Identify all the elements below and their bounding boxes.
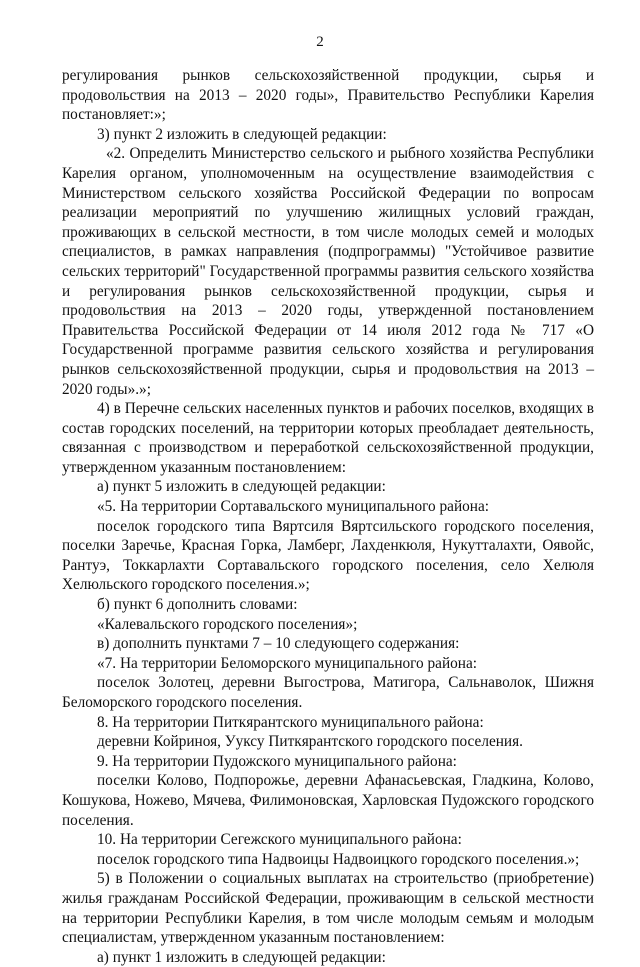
paragraph: поселки Колово, Подпорожье, деревни Афанасьевская, Гладкина, Колово, Кошукова, Ножево, Мячева, Филимоновская, Харловская Пудожского городского поселения. bbox=[62, 772, 594, 829]
paragraph: «5. На территории Сортавальского муниципального района: bbox=[97, 498, 490, 516]
paragraph: б) пункт 6 дополнить словами: bbox=[97, 596, 298, 614]
page-number: 2 bbox=[316, 34, 324, 50]
paragraph: 5) в Положении о социальных выплатах на строительство (приобретение) жилья гражданам Российской Федерации, проживающим в сельской местности на территории Республики Карелия, в том числе молодым семьям и молодым специалистам, утвержденном указанным постановлением: bbox=[62, 870, 594, 947]
paragraph: 10. На территории Сегежского муниципального района: bbox=[97, 831, 462, 849]
paragraph: поселок городского типа Надвоицы Надвоицкого городского поселения.»; bbox=[97, 850, 580, 868]
paragraph: поселок городского типа Вяртсиля Вяртсильского городского поселения, поселки Заречье, Красная Горка, Ламберг, Лахденкюля, Нукутталахти, Оявойс, Рантуэ, Токкарлахти Сортавальского городского поселения, село Хелюля Хелюльского городского поселения.»; bbox=[62, 517, 594, 594]
paragraph: поселок Золотец, деревни Выгострова, Матигора, Сальнаволок, Шижня Беломорского городского поселения. bbox=[62, 674, 594, 711]
paragraph: а) пункт 5 изложить в следующей редакции: bbox=[97, 478, 386, 496]
paragraph: в) дополнить пунктами 7 – 10 следующего содержания: bbox=[97, 635, 460, 653]
paragraph: «Калевальского городского поселения»; bbox=[97, 615, 358, 633]
paragraph: 4) в Перечне сельских населенных пунктов и рабочих поселков, входящих в состав городских поселений, на территории которых преобладает деятельность, связанная с производством и переработкой сельскохозяйственной продукции, утвержденном указанным постановлением: bbox=[62, 400, 594, 476]
paragraph: 8. На территории Питкярантского муниципального района: bbox=[97, 713, 484, 731]
paragraph: 9. На территории Пудожского муниципального района: bbox=[97, 752, 457, 770]
paragraph: регулирования рынков сельскохозяйственной продукции, сырья и продовольствия на 2013 – 2020 годы», Правительство Республики Карелия постановляет:»; bbox=[62, 67, 594, 124]
paragraph: деревни Койриноя, Ууксу Питкярантского городского поселения. bbox=[97, 733, 523, 751]
document-body bbox=[62, 66, 594, 967]
paragraph: 3) пункт 2 изложить в следующей редакции: bbox=[97, 125, 387, 143]
paragraph: «7. На территории Беломорского муниципального района: bbox=[97, 654, 478, 672]
paragraph: а) пункт 1 изложить в следующей редакции: bbox=[97, 948, 386, 966]
paragraph: «2. Определить Министерство сельского и рыбного хозяйства Республики Карелия органом, уполномоченным на осуществление взаимодействия с Министерством сельского хозяйства Российской Федерации по вопросам реализации мероприятий по улучшению жилищных условий граждан, проживающих в сельской местности, в том числе молодых семей и молодых специалистов, в рамках направления (подпрограммы) "Устойчивое развитие сельских территорий" Государственной программы развития сельского хозяйства и регулирования рынков сельскохозяйственной продукции, сырья и продовольствия на 2013 – 2020 годы, утвержденной постановлением Правительства Российской Федерации от 14 июля 2012 года № 717 «О Государственной программе развития сельского хозяйства и регулирования рынков сельскохозяйственной продукции, сырья и продовольствия на 2013 – 2020 годы».»; bbox=[62, 145, 594, 398]
